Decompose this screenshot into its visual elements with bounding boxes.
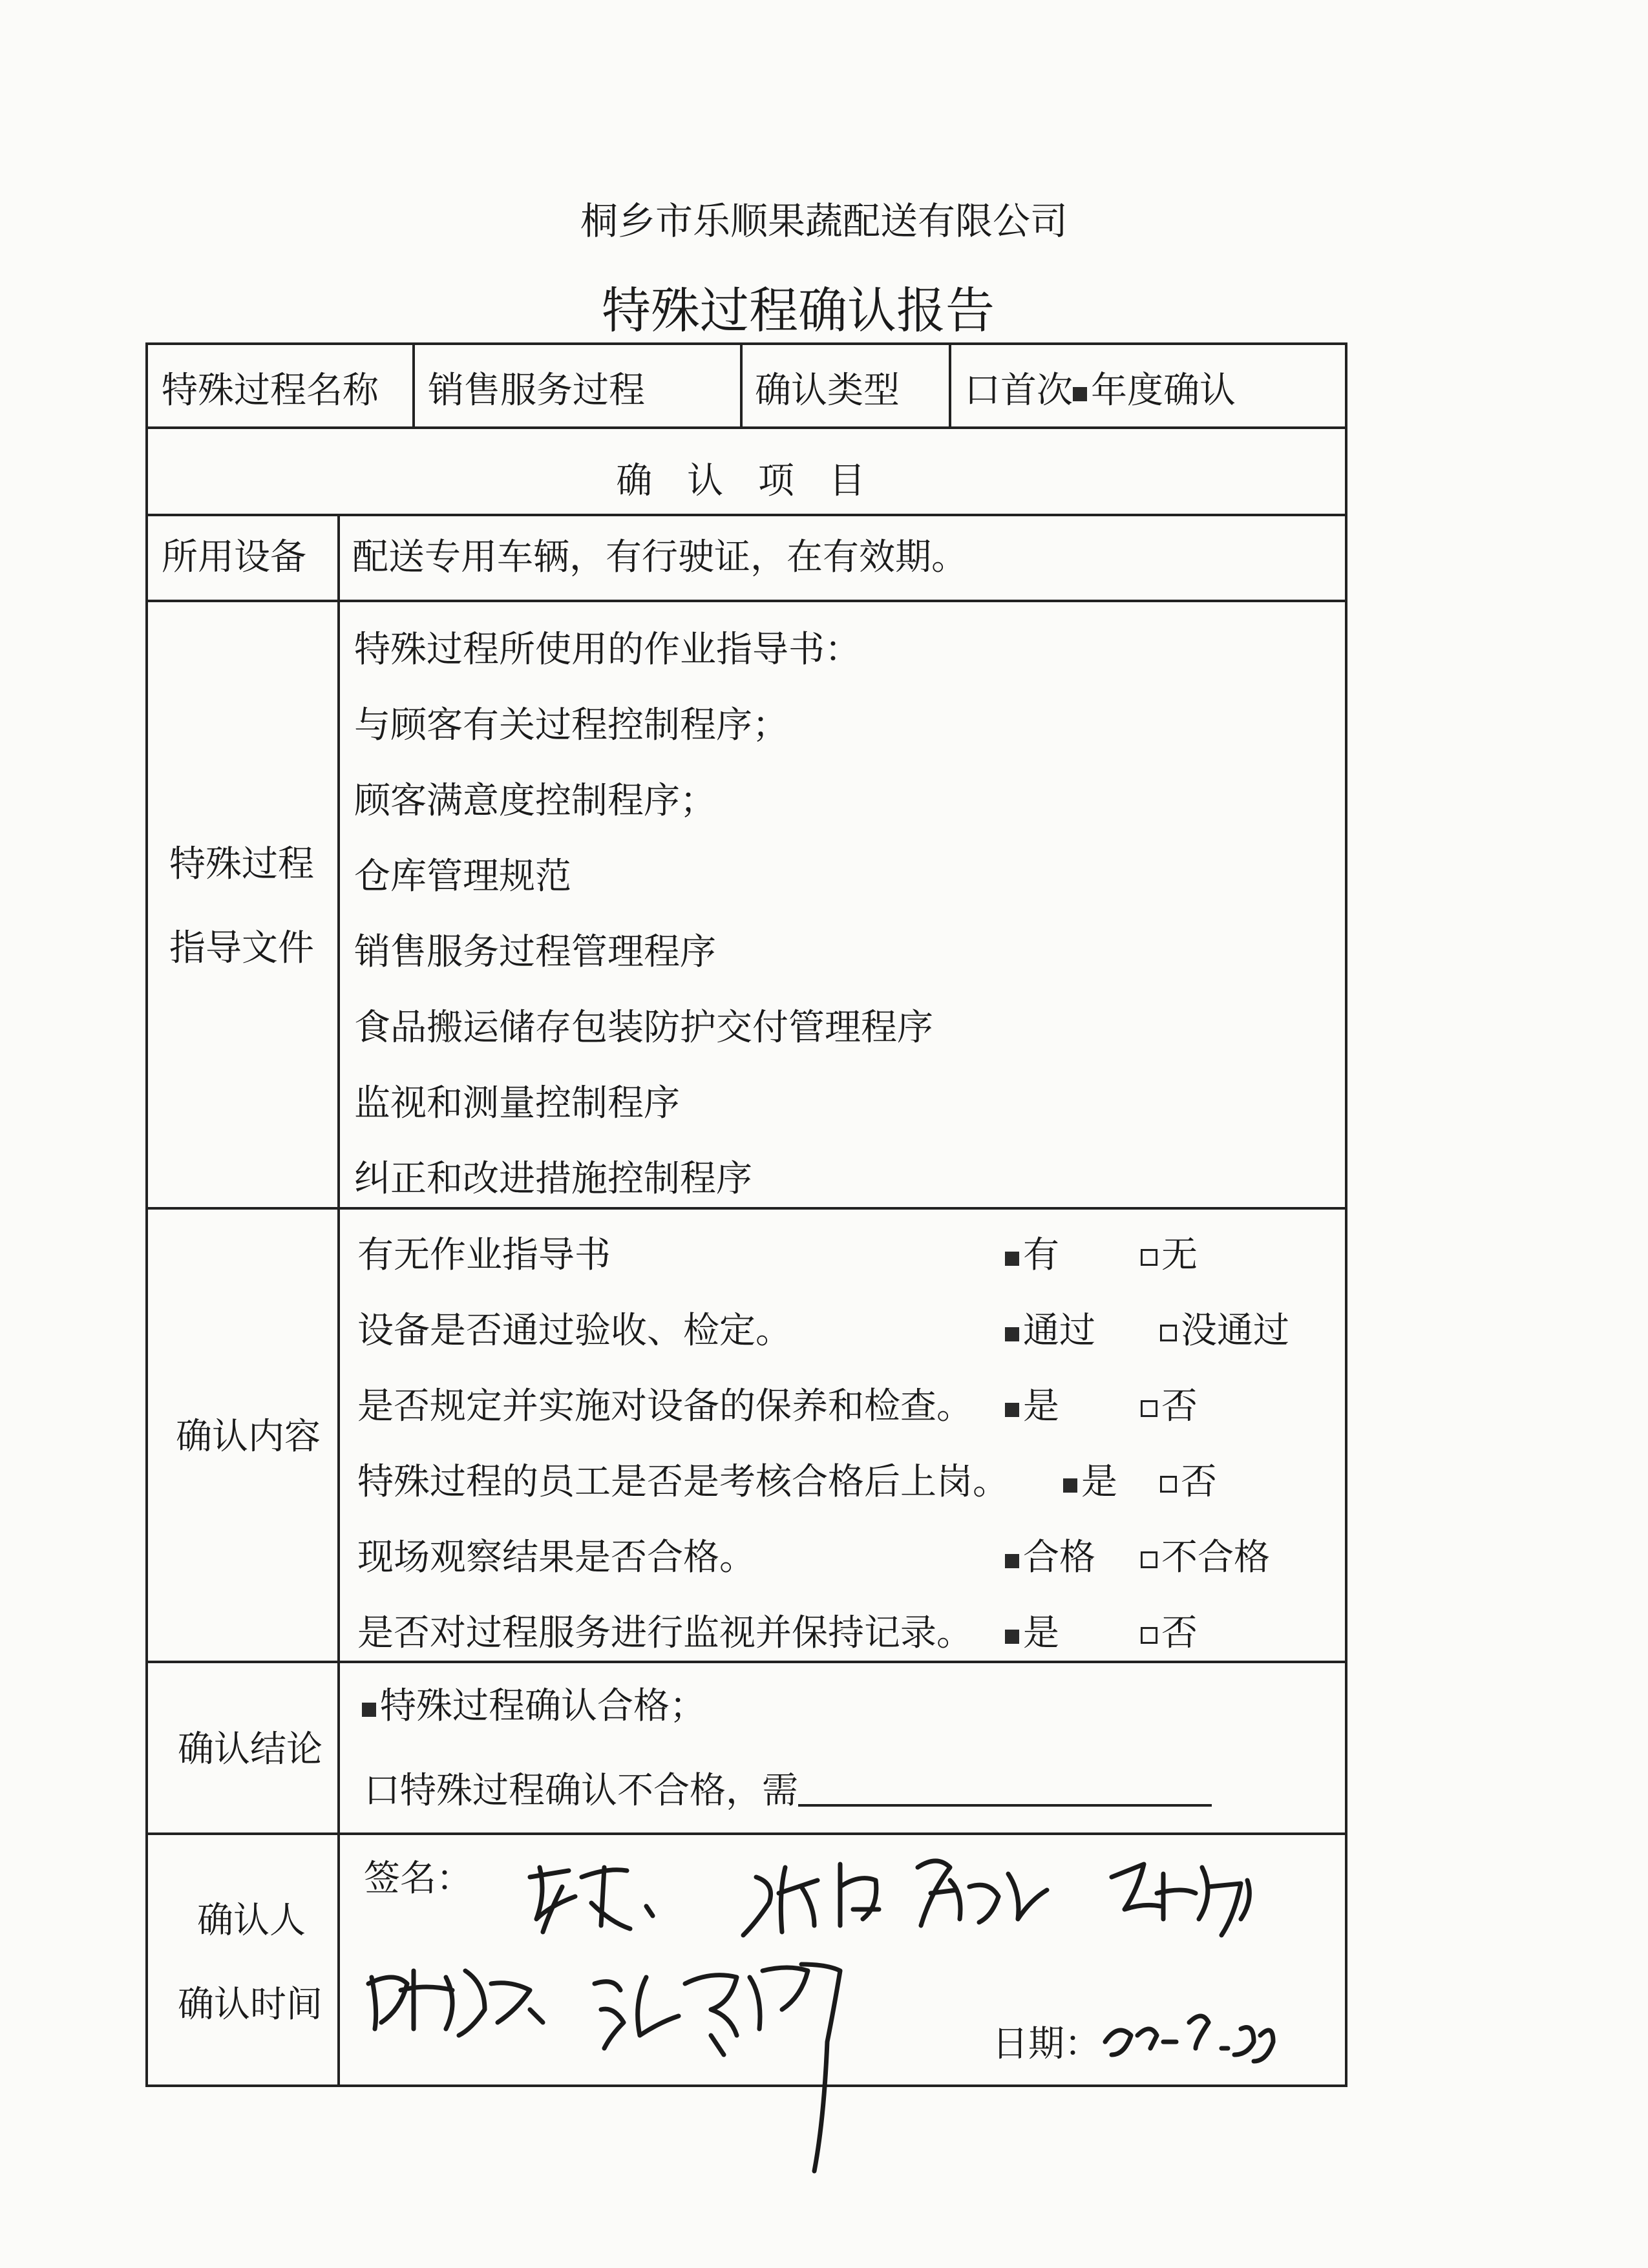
checkbox-icon[interactable] (1160, 1476, 1177, 1493)
checked-box-icon[interactable] (362, 1703, 376, 1717)
content-no[interactable]: 不合格 (1141, 1540, 1270, 1576)
guidance-line: 与顾客有关过程控制程序； (354, 704, 788, 746)
equipment-value: 配送专用车辆，有行驶证，在有效期。 (352, 536, 967, 578)
content-question: 是否对过程服务进行监视并保持记录。 (357, 1612, 973, 1654)
checkbox-icon[interactable] (1141, 1627, 1157, 1644)
checked-box-icon[interactable] (1005, 1554, 1019, 1568)
row-divider (145, 426, 1347, 429)
fill-in-blank[interactable] (798, 1773, 1212, 1807)
row-divider (145, 600, 1347, 602)
company-name: 桐乡市乐顺果蔬配送有限公司 (580, 199, 1068, 243)
content-no[interactable]: 否 (1141, 1615, 1198, 1652)
checkbox-icon[interactable] (1141, 1249, 1157, 1266)
signoff-label-2: 确认时间 (178, 1984, 322, 2026)
checked-box-icon[interactable] (1073, 387, 1087, 401)
content-label: 确认内容 (176, 1416, 321, 1458)
process-name-label: 特殊过程名称 (162, 370, 379, 412)
content-yes[interactable]: 有 (1005, 1237, 1059, 1274)
content-yes[interactable]: 通过 (1005, 1313, 1095, 1349)
row-divider (145, 514, 1347, 516)
content-yes[interactable]: 是 (1005, 1389, 1059, 1425)
guidance-label-2: 指导文件 (169, 927, 314, 969)
date-value (1099, 2031, 1243, 2059)
content-yes[interactable]: 合格 (1005, 1540, 1095, 1576)
content-no[interactable]: 无 (1141, 1237, 1198, 1274)
content-no[interactable]: 没通过 (1160, 1313, 1289, 1349)
document-title: 特殊过程确认报告 (602, 282, 995, 339)
confirm-type-label: 确认类型 (755, 370, 900, 412)
checked-box-icon[interactable] (1063, 1478, 1077, 1493)
content-question: 设备是否通过验收、检定。 (357, 1310, 792, 1352)
guidance-label-1: 特殊过程 (169, 843, 314, 885)
sign-label: 签名： (364, 1858, 472, 1900)
report-table (145, 342, 1347, 2087)
content-question: 有无作业指导书 (357, 1234, 611, 1276)
checkbox-icon[interactable] (1141, 1551, 1157, 1568)
col-divider (740, 342, 743, 428)
process-name-value: 销售服务过程 (428, 370, 645, 412)
guidance-line: 监视和测量控制程序 (354, 1082, 680, 1124)
row-divider (145, 1661, 1347, 1663)
conclusion-fail[interactable]: 口特殊过程确认不合格，需 (364, 1773, 1212, 1809)
checked-box-icon[interactable] (1005, 1327, 1019, 1341)
guidance-line: 纠正和改进措施控制程序 (354, 1158, 752, 1200)
col-divider (949, 342, 951, 428)
date-label: 日期： (992, 2023, 1101, 2065)
col-divider (412, 342, 415, 428)
checked-box-icon[interactable] (1005, 1630, 1019, 1644)
guidance-line: 顾客满意度控制程序； (354, 780, 716, 822)
checked-box-icon[interactable] (1005, 1403, 1019, 1417)
conclusion-pass[interactable]: 特殊过程确认合格； (362, 1688, 706, 1725)
content-question: 是否规定并实施对设备的保养和检查。 (357, 1385, 973, 1427)
checked-box-icon[interactable] (1005, 1252, 1019, 1266)
guidance-line: 食品搬运储存包装防护交付管理程序 (354, 1007, 933, 1049)
row-divider (145, 1832, 1347, 1835)
content-question: 现场观察结果是否合格。 (357, 1537, 755, 1579)
checkbox-icon[interactable] (1160, 1325, 1177, 1341)
conclusion-label: 确认结论 (178, 1728, 322, 1770)
content-yes[interactable]: 是 (1063, 1464, 1117, 1500)
option-annual[interactable]: 年度确认 (1091, 370, 1236, 412)
content-no[interactable]: 否 (1141, 1389, 1198, 1425)
guidance-line: 特殊过程所使用的作业指导书： (354, 629, 861, 671)
content-yes[interactable]: 是 (1005, 1615, 1059, 1652)
row-divider (145, 1207, 1347, 1210)
checkbox-icon[interactable] (1141, 1400, 1157, 1417)
items-header: 确 认 项 目 (616, 460, 877, 502)
content-no[interactable]: 否 (1160, 1464, 1217, 1500)
equipment-label: 所用设备 (162, 536, 306, 578)
col-divider (337, 514, 340, 2087)
content-question: 特殊过程的员工是否是考核合格后上岗。 (357, 1461, 1009, 1503)
guidance-line: 销售服务过程管理程序 (354, 931, 716, 973)
confirm-type-options (964, 370, 1236, 412)
signoff-label-1: 确认人 (197, 1900, 306, 1942)
guidance-line: 仓库管理规范 (354, 856, 571, 898)
option-first-time[interactable]: 口首次 (964, 370, 1073, 412)
